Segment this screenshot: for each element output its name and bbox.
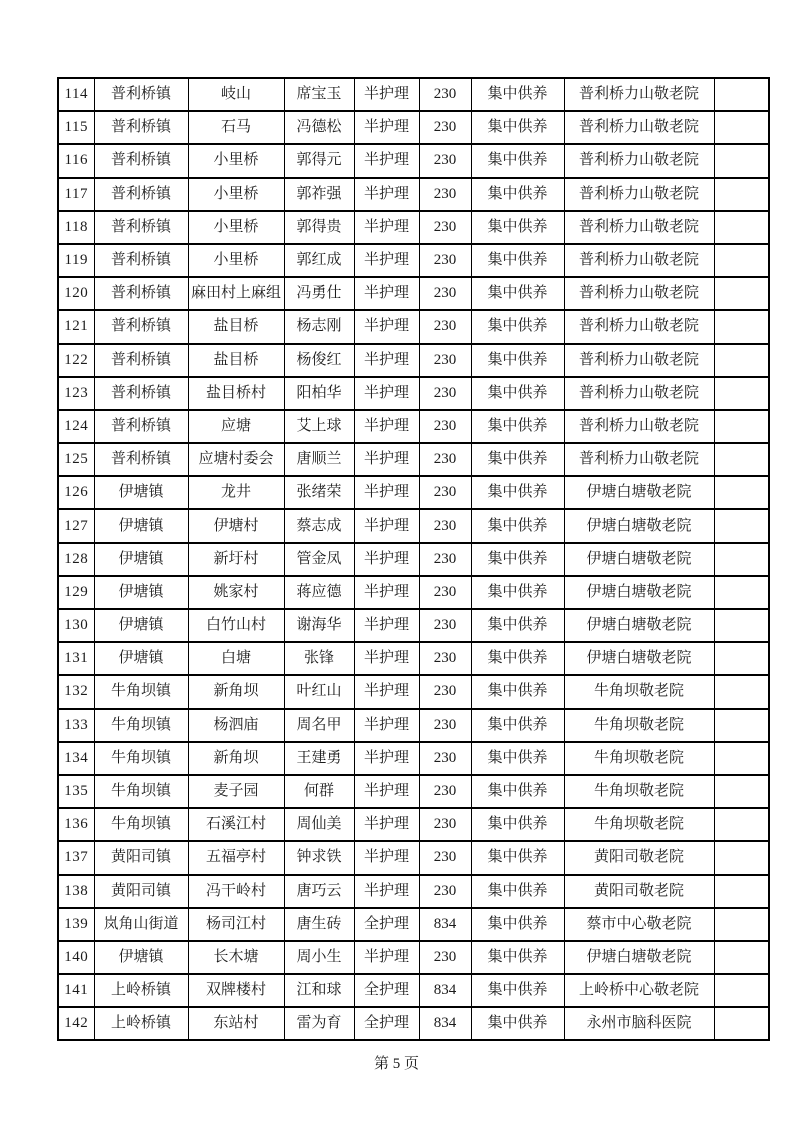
cell-remark bbox=[714, 974, 769, 1007]
cell-town: 普利桥镇 bbox=[94, 344, 188, 377]
table-row bbox=[58, 344, 769, 377]
cell-institution: 普利桥力山敬老院 bbox=[564, 178, 714, 211]
cell-institution: 上岭桥中心敬老院 bbox=[564, 974, 714, 1007]
cell-town: 普利桥镇 bbox=[94, 111, 188, 144]
cell-person-name: 蔡志成 bbox=[284, 509, 354, 542]
cell-town: 伊塘镇 bbox=[94, 543, 188, 576]
cell-care-type: 半护理 bbox=[354, 476, 419, 509]
cell-care-type: 半护理 bbox=[354, 576, 419, 609]
cell-person-name: 席宝玉 bbox=[284, 78, 354, 111]
table-row bbox=[58, 244, 769, 277]
cell-remark bbox=[714, 908, 769, 941]
cell-institution: 普利桥力山敬老院 bbox=[564, 144, 714, 177]
cell-supply-type: 集中供养 bbox=[471, 1007, 564, 1040]
table-row bbox=[58, 1007, 769, 1040]
cell-supply-type: 集中供养 bbox=[471, 742, 564, 775]
cell-village: 盐目桥 bbox=[188, 344, 284, 377]
cell-institution: 蔡市中心敬老院 bbox=[564, 908, 714, 941]
cell-person-name: 张锋 bbox=[284, 642, 354, 675]
cell-village: 冯干岭村 bbox=[188, 875, 284, 908]
cell-person-name: 唐巧云 bbox=[284, 875, 354, 908]
cell-supply-type: 集中供养 bbox=[471, 974, 564, 1007]
roster-table bbox=[57, 77, 770, 1041]
cell-supply-type: 集中供养 bbox=[471, 344, 564, 377]
table-row bbox=[58, 609, 769, 642]
cell-amount: 230 bbox=[419, 576, 471, 609]
cell-institution: 黄阳司敬老院 bbox=[564, 841, 714, 874]
cell-amount: 230 bbox=[419, 443, 471, 476]
cell-amount: 230 bbox=[419, 410, 471, 443]
cell-row-number: 127 bbox=[58, 509, 94, 542]
cell-care-type: 半护理 bbox=[354, 144, 419, 177]
cell-town: 伊塘镇 bbox=[94, 609, 188, 642]
cell-person-name: 谢海华 bbox=[284, 609, 354, 642]
cell-row-number: 142 bbox=[58, 1007, 94, 1040]
cell-row-number: 117 bbox=[58, 178, 94, 211]
cell-row-number: 120 bbox=[58, 277, 94, 310]
cell-person-name: 郭红成 bbox=[284, 244, 354, 277]
cell-village: 杨司江村 bbox=[188, 908, 284, 941]
cell-remark bbox=[714, 377, 769, 410]
cell-village: 石溪江村 bbox=[188, 808, 284, 841]
cell-row-number: 122 bbox=[58, 344, 94, 377]
cell-row-number: 118 bbox=[58, 211, 94, 244]
cell-care-type: 全护理 bbox=[354, 908, 419, 941]
cell-village: 麻田村上麻组 bbox=[188, 277, 284, 310]
cell-supply-type: 集中供养 bbox=[471, 178, 564, 211]
cell-remark bbox=[714, 111, 769, 144]
cell-institution: 伊塘白塘敬老院 bbox=[564, 609, 714, 642]
cell-amount: 230 bbox=[419, 78, 471, 111]
cell-amount: 230 bbox=[419, 742, 471, 775]
cell-amount: 834 bbox=[419, 908, 471, 941]
cell-person-name: 杨志刚 bbox=[284, 310, 354, 343]
cell-remark bbox=[714, 941, 769, 974]
cell-town: 伊塘镇 bbox=[94, 576, 188, 609]
cell-row-number: 121 bbox=[58, 310, 94, 343]
cell-care-type: 半护理 bbox=[354, 78, 419, 111]
cell-amount: 230 bbox=[419, 277, 471, 310]
cell-village: 白塘 bbox=[188, 642, 284, 675]
cell-amount: 230 bbox=[419, 543, 471, 576]
cell-supply-type: 集中供养 bbox=[471, 675, 564, 708]
cell-town: 普利桥镇 bbox=[94, 277, 188, 310]
table-body bbox=[58, 78, 769, 1040]
cell-amount: 230 bbox=[419, 808, 471, 841]
cell-institution: 普利桥力山敬老院 bbox=[564, 277, 714, 310]
cell-row-number: 131 bbox=[58, 642, 94, 675]
cell-row-number: 132 bbox=[58, 675, 94, 708]
cell-row-number: 119 bbox=[58, 244, 94, 277]
cell-institution: 永州市脑科医院 bbox=[564, 1007, 714, 1040]
table-row bbox=[58, 111, 769, 144]
cell-person-name: 郭得元 bbox=[284, 144, 354, 177]
table-row bbox=[58, 144, 769, 177]
cell-supply-type: 集中供养 bbox=[471, 609, 564, 642]
cell-care-type: 半护理 bbox=[354, 642, 419, 675]
cell-amount: 230 bbox=[419, 211, 471, 244]
cell-supply-type: 集中供养 bbox=[471, 875, 564, 908]
cell-town: 普利桥镇 bbox=[94, 310, 188, 343]
cell-village: 盐目桥村 bbox=[188, 377, 284, 410]
cell-institution: 普利桥力山敬老院 bbox=[564, 211, 714, 244]
cell-supply-type: 集中供养 bbox=[471, 941, 564, 974]
table-row bbox=[58, 310, 769, 343]
cell-care-type: 半护理 bbox=[354, 410, 419, 443]
cell-supply-type: 集中供养 bbox=[471, 111, 564, 144]
cell-remark bbox=[714, 144, 769, 177]
cell-village: 应塘村委会 bbox=[188, 443, 284, 476]
cell-institution: 伊塘白塘敬老院 bbox=[564, 509, 714, 542]
cell-town: 牛角坝镇 bbox=[94, 675, 188, 708]
table-row bbox=[58, 908, 769, 941]
cell-town: 牛角坝镇 bbox=[94, 808, 188, 841]
cell-amount: 230 bbox=[419, 244, 471, 277]
cell-supply-type: 集中供养 bbox=[471, 443, 564, 476]
cell-row-number: 140 bbox=[58, 941, 94, 974]
cell-person-name: 管金凤 bbox=[284, 543, 354, 576]
cell-institution: 牛角坝敬老院 bbox=[564, 742, 714, 775]
cell-village: 伊塘村 bbox=[188, 509, 284, 542]
cell-amount: 230 bbox=[419, 775, 471, 808]
cell-town: 普利桥镇 bbox=[94, 78, 188, 111]
cell-person-name: 冯勇仕 bbox=[284, 277, 354, 310]
cell-supply-type: 集中供养 bbox=[471, 410, 564, 443]
cell-care-type: 半护理 bbox=[354, 178, 419, 211]
cell-village: 石马 bbox=[188, 111, 284, 144]
cell-remark bbox=[714, 742, 769, 775]
cell-remark bbox=[714, 277, 769, 310]
cell-supply-type: 集中供养 bbox=[471, 377, 564, 410]
cell-person-name: 蒋应德 bbox=[284, 576, 354, 609]
cell-village: 东站村 bbox=[188, 1007, 284, 1040]
cell-amount: 230 bbox=[419, 144, 471, 177]
cell-supply-type: 集中供养 bbox=[471, 808, 564, 841]
cell-institution: 牛角坝敬老院 bbox=[564, 808, 714, 841]
cell-row-number: 135 bbox=[58, 775, 94, 808]
cell-institution: 伊塘白塘敬老院 bbox=[564, 543, 714, 576]
cell-row-number: 115 bbox=[58, 111, 94, 144]
cell-care-type: 半护理 bbox=[354, 377, 419, 410]
cell-supply-type: 集中供养 bbox=[471, 841, 564, 874]
cell-town: 黄阳司镇 bbox=[94, 841, 188, 874]
cell-town: 岚角山街道 bbox=[94, 908, 188, 941]
cell-care-type: 半护理 bbox=[354, 509, 419, 542]
cell-supply-type: 集中供养 bbox=[471, 642, 564, 675]
cell-person-name: 江和球 bbox=[284, 974, 354, 1007]
table-row bbox=[58, 78, 769, 111]
cell-person-name: 杨俊红 bbox=[284, 344, 354, 377]
cell-town: 普利桥镇 bbox=[94, 178, 188, 211]
table-row bbox=[58, 211, 769, 244]
cell-remark bbox=[714, 178, 769, 211]
cell-town: 伊塘镇 bbox=[94, 509, 188, 542]
cell-row-number: 123 bbox=[58, 377, 94, 410]
cell-person-name: 郭得贵 bbox=[284, 211, 354, 244]
cell-village: 盐目桥 bbox=[188, 310, 284, 343]
cell-institution: 伊塘白塘敬老院 bbox=[564, 576, 714, 609]
cell-institution: 普利桥力山敬老院 bbox=[564, 78, 714, 111]
table-row bbox=[58, 675, 769, 708]
cell-person-name: 雷为育 bbox=[284, 1007, 354, 1040]
cell-remark bbox=[714, 344, 769, 377]
cell-town: 牛角坝镇 bbox=[94, 775, 188, 808]
cell-village: 小里桥 bbox=[188, 144, 284, 177]
cell-town: 伊塘镇 bbox=[94, 476, 188, 509]
table-row bbox=[58, 178, 769, 211]
cell-supply-type: 集中供养 bbox=[471, 509, 564, 542]
cell-care-type: 全护理 bbox=[354, 1007, 419, 1040]
table-row bbox=[58, 509, 769, 542]
cell-care-type: 半护理 bbox=[354, 609, 419, 642]
cell-row-number: 137 bbox=[58, 841, 94, 874]
cell-village: 新角坝 bbox=[188, 742, 284, 775]
table-row bbox=[58, 875, 769, 908]
cell-village: 应塘 bbox=[188, 410, 284, 443]
cell-village: 龙井 bbox=[188, 476, 284, 509]
cell-institution: 伊塘白塘敬老院 bbox=[564, 476, 714, 509]
cell-village: 岐山 bbox=[188, 78, 284, 111]
cell-town: 普利桥镇 bbox=[94, 377, 188, 410]
table-row bbox=[58, 941, 769, 974]
cell-person-name: 唐顺兰 bbox=[284, 443, 354, 476]
cell-person-name: 王建勇 bbox=[284, 742, 354, 775]
cell-institution: 普利桥力山敬老院 bbox=[564, 410, 714, 443]
cell-village: 新圩村 bbox=[188, 543, 284, 576]
table-row bbox=[58, 775, 769, 808]
cell-supply-type: 集中供养 bbox=[471, 543, 564, 576]
cell-amount: 230 bbox=[419, 178, 471, 211]
table-row bbox=[58, 377, 769, 410]
table-row bbox=[58, 476, 769, 509]
cell-remark bbox=[714, 476, 769, 509]
cell-person-name: 冯德松 bbox=[284, 111, 354, 144]
table-row bbox=[58, 841, 769, 874]
cell-town: 普利桥镇 bbox=[94, 443, 188, 476]
cell-care-type: 半护理 bbox=[354, 808, 419, 841]
cell-supply-type: 集中供养 bbox=[471, 144, 564, 177]
cell-town: 伊塘镇 bbox=[94, 642, 188, 675]
cell-person-name: 周小生 bbox=[284, 941, 354, 974]
cell-institution: 普利桥力山敬老院 bbox=[564, 377, 714, 410]
cell-remark bbox=[714, 443, 769, 476]
cell-care-type: 全护理 bbox=[354, 974, 419, 1007]
cell-amount: 834 bbox=[419, 974, 471, 1007]
cell-supply-type: 集中供养 bbox=[471, 476, 564, 509]
cell-supply-type: 集中供养 bbox=[471, 709, 564, 742]
cell-row-number: 116 bbox=[58, 144, 94, 177]
cell-care-type: 半护理 bbox=[354, 709, 419, 742]
cell-person-name: 唐生砖 bbox=[284, 908, 354, 941]
cell-remark bbox=[714, 709, 769, 742]
cell-town: 普利桥镇 bbox=[94, 244, 188, 277]
cell-amount: 230 bbox=[419, 841, 471, 874]
cell-remark bbox=[714, 576, 769, 609]
cell-town: 普利桥镇 bbox=[94, 211, 188, 244]
cell-institution: 伊塘白塘敬老院 bbox=[564, 941, 714, 974]
cell-amount: 230 bbox=[419, 310, 471, 343]
cell-person-name: 周名甲 bbox=[284, 709, 354, 742]
table-row bbox=[58, 974, 769, 1007]
cell-supply-type: 集中供养 bbox=[471, 211, 564, 244]
cell-village: 杨泗庙 bbox=[188, 709, 284, 742]
cell-remark bbox=[714, 609, 769, 642]
cell-care-type: 半护理 bbox=[354, 244, 419, 277]
table-row bbox=[58, 576, 769, 609]
cell-amount: 230 bbox=[419, 111, 471, 144]
cell-village: 双牌楼村 bbox=[188, 974, 284, 1007]
cell-row-number: 130 bbox=[58, 609, 94, 642]
cell-remark bbox=[714, 841, 769, 874]
cell-amount: 230 bbox=[419, 509, 471, 542]
cell-supply-type: 集中供养 bbox=[471, 908, 564, 941]
cell-care-type: 半护理 bbox=[354, 111, 419, 144]
cell-row-number: 124 bbox=[58, 410, 94, 443]
cell-row-number: 139 bbox=[58, 908, 94, 941]
cell-institution: 伊塘白塘敬老院 bbox=[564, 642, 714, 675]
table-row bbox=[58, 277, 769, 310]
cell-town: 伊塘镇 bbox=[94, 941, 188, 974]
cell-institution: 普利桥力山敬老院 bbox=[564, 310, 714, 343]
cell-supply-type: 集中供养 bbox=[471, 244, 564, 277]
cell-row-number: 141 bbox=[58, 974, 94, 1007]
cell-remark bbox=[714, 310, 769, 343]
cell-institution: 普利桥力山敬老院 bbox=[564, 111, 714, 144]
cell-village: 长木塘 bbox=[188, 941, 284, 974]
cell-person-name: 阳柏华 bbox=[284, 377, 354, 410]
cell-person-name: 张绪荣 bbox=[284, 476, 354, 509]
cell-institution: 普利桥力山敬老院 bbox=[564, 244, 714, 277]
cell-village: 白竹山村 bbox=[188, 609, 284, 642]
cell-town: 普利桥镇 bbox=[94, 410, 188, 443]
cell-institution: 普利桥力山敬老院 bbox=[564, 344, 714, 377]
cell-supply-type: 集中供养 bbox=[471, 277, 564, 310]
cell-village: 五福亭村 bbox=[188, 841, 284, 874]
cell-care-type: 半护理 bbox=[354, 211, 419, 244]
cell-supply-type: 集中供养 bbox=[471, 775, 564, 808]
table-row bbox=[58, 410, 769, 443]
cell-remark bbox=[714, 211, 769, 244]
cell-supply-type: 集中供养 bbox=[471, 576, 564, 609]
cell-care-type: 半护理 bbox=[354, 543, 419, 576]
cell-row-number: 128 bbox=[58, 543, 94, 576]
cell-supply-type: 集中供养 bbox=[471, 78, 564, 111]
cell-row-number: 133 bbox=[58, 709, 94, 742]
cell-care-type: 半护理 bbox=[354, 941, 419, 974]
cell-remark bbox=[714, 675, 769, 708]
cell-row-number: 126 bbox=[58, 476, 94, 509]
cell-row-number: 134 bbox=[58, 742, 94, 775]
cell-institution: 牛角坝敬老院 bbox=[564, 709, 714, 742]
cell-remark bbox=[714, 642, 769, 675]
cell-row-number: 136 bbox=[58, 808, 94, 841]
cell-remark bbox=[714, 410, 769, 443]
table-row bbox=[58, 808, 769, 841]
cell-person-name: 何群 bbox=[284, 775, 354, 808]
cell-amount: 230 bbox=[419, 344, 471, 377]
cell-amount: 230 bbox=[419, 377, 471, 410]
table-row bbox=[58, 742, 769, 775]
cell-town: 牛角坝镇 bbox=[94, 709, 188, 742]
cell-village: 新角坝 bbox=[188, 675, 284, 708]
cell-amount: 230 bbox=[419, 476, 471, 509]
cell-care-type: 半护理 bbox=[354, 277, 419, 310]
cell-amount: 230 bbox=[419, 709, 471, 742]
cell-remark bbox=[714, 808, 769, 841]
cell-village: 小里桥 bbox=[188, 244, 284, 277]
cell-care-type: 半护理 bbox=[354, 742, 419, 775]
cell-town: 牛角坝镇 bbox=[94, 742, 188, 775]
cell-care-type: 半护理 bbox=[354, 310, 419, 343]
page-footer: 第 5 页 bbox=[373, 1056, 419, 1072]
cell-person-name: 郭祚强 bbox=[284, 178, 354, 211]
table-row bbox=[58, 443, 769, 476]
cell-care-type: 半护理 bbox=[354, 841, 419, 874]
cell-remark bbox=[714, 1007, 769, 1040]
cell-person-name: 叶红山 bbox=[284, 675, 354, 708]
cell-care-type: 半护理 bbox=[354, 775, 419, 808]
cell-village: 小里桥 bbox=[188, 211, 284, 244]
cell-supply-type: 集中供养 bbox=[471, 310, 564, 343]
cell-village: 小里桥 bbox=[188, 178, 284, 211]
cell-institution: 黄阳司敬老院 bbox=[564, 875, 714, 908]
cell-amount: 230 bbox=[419, 941, 471, 974]
cell-town: 上岭桥镇 bbox=[94, 1007, 188, 1040]
cell-amount: 230 bbox=[419, 675, 471, 708]
cell-amount: 230 bbox=[419, 609, 471, 642]
cell-town: 黄阳司镇 bbox=[94, 875, 188, 908]
cell-person-name: 周仙美 bbox=[284, 808, 354, 841]
table-row bbox=[58, 543, 769, 576]
cell-remark bbox=[714, 244, 769, 277]
cell-row-number: 138 bbox=[58, 875, 94, 908]
cell-town: 上岭桥镇 bbox=[94, 974, 188, 1007]
cell-person-name: 钟求铁 bbox=[284, 841, 354, 874]
cell-institution: 牛角坝敬老院 bbox=[564, 675, 714, 708]
cell-institution: 牛角坝敬老院 bbox=[564, 775, 714, 808]
cell-care-type: 半护理 bbox=[354, 675, 419, 708]
cell-remark bbox=[714, 775, 769, 808]
cell-row-number: 125 bbox=[58, 443, 94, 476]
cell-village: 姚家村 bbox=[188, 576, 284, 609]
cell-care-type: 半护理 bbox=[354, 344, 419, 377]
cell-person-name: 艾上球 bbox=[284, 410, 354, 443]
cell-remark bbox=[714, 543, 769, 576]
cell-row-number: 114 bbox=[58, 78, 94, 111]
cell-town: 普利桥镇 bbox=[94, 144, 188, 177]
cell-amount: 230 bbox=[419, 642, 471, 675]
table-row bbox=[58, 642, 769, 675]
cell-remark bbox=[714, 78, 769, 111]
cell-amount: 834 bbox=[419, 1007, 471, 1040]
table-row bbox=[58, 709, 769, 742]
cell-care-type: 半护理 bbox=[354, 443, 419, 476]
cell-row-number: 129 bbox=[58, 576, 94, 609]
cell-institution: 普利桥力山敬老院 bbox=[564, 443, 714, 476]
cell-remark bbox=[714, 509, 769, 542]
cell-village: 麦子园 bbox=[188, 775, 284, 808]
cell-amount: 230 bbox=[419, 875, 471, 908]
cell-care-type: 半护理 bbox=[354, 875, 419, 908]
cell-remark bbox=[714, 875, 769, 908]
